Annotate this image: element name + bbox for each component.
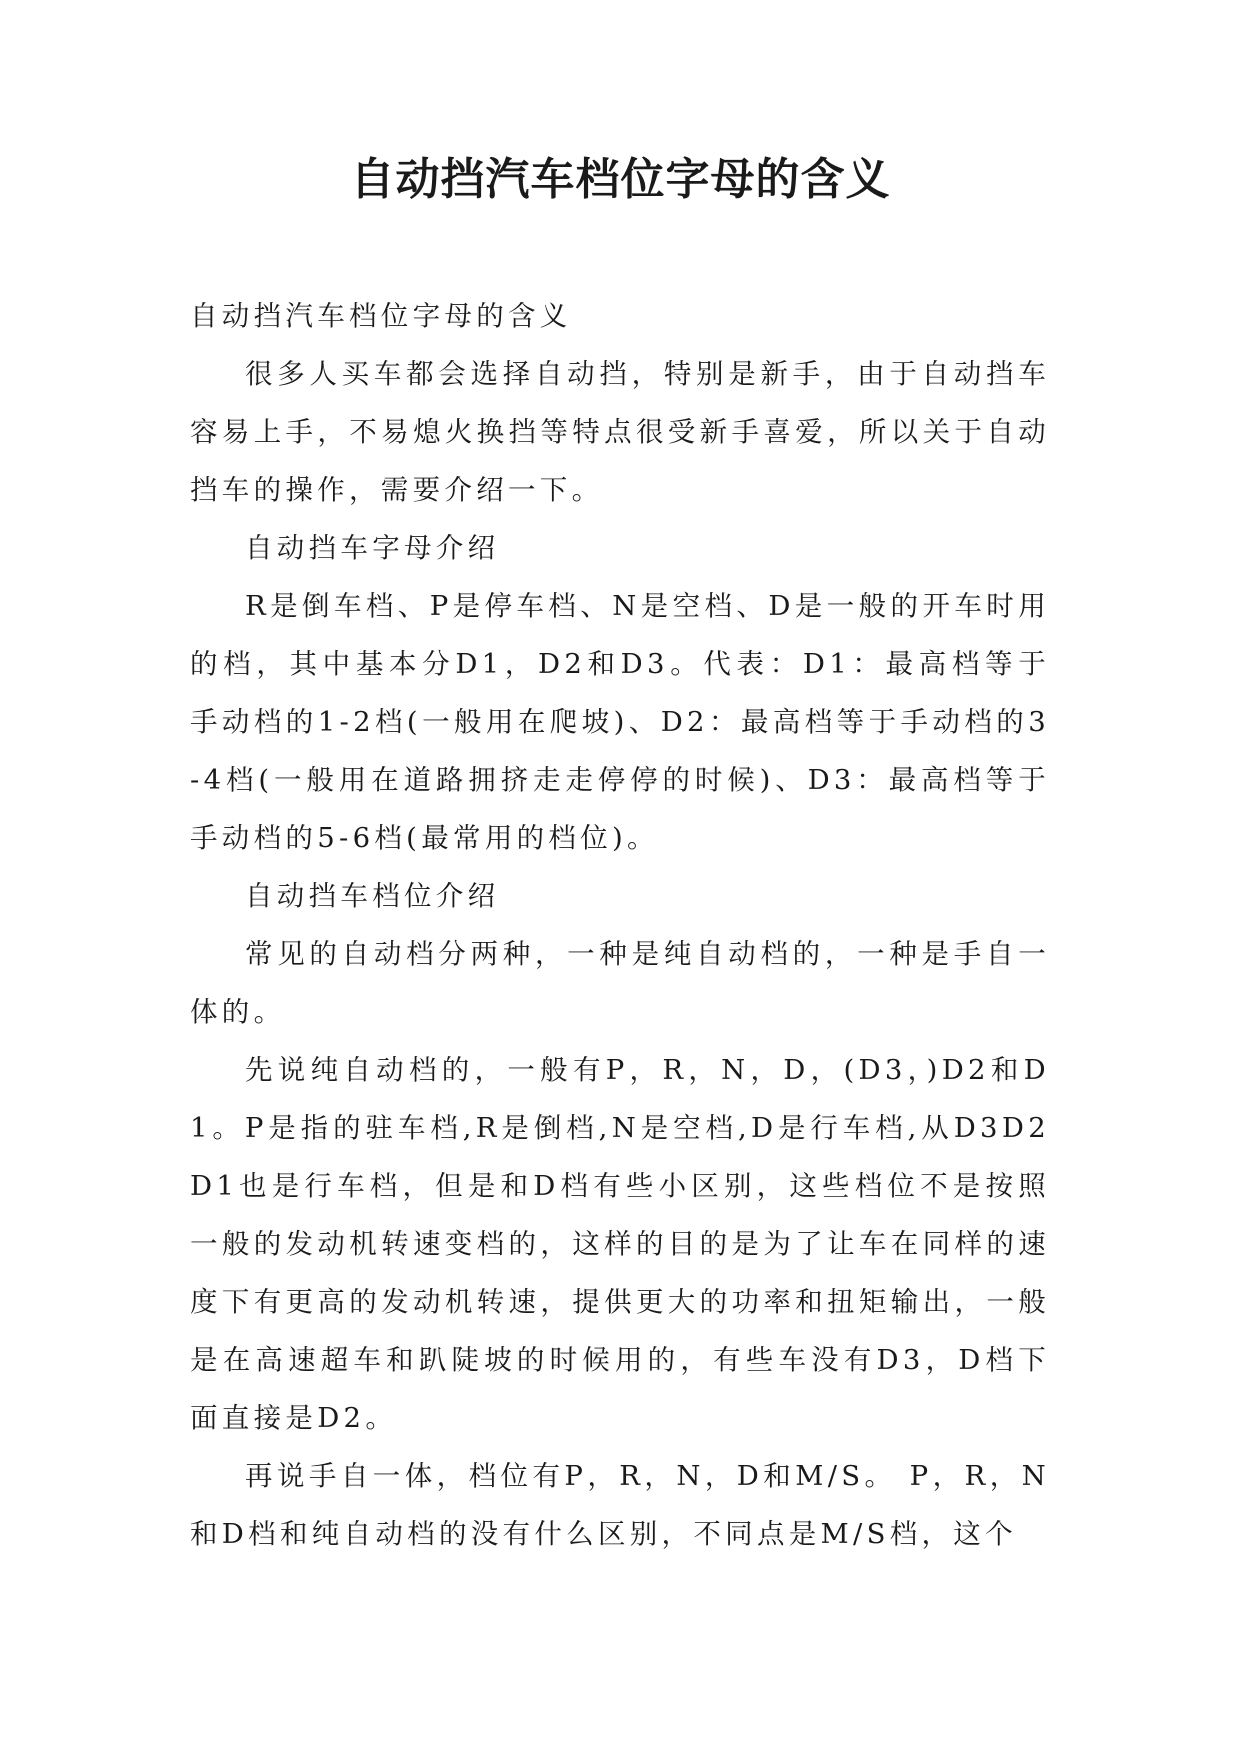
paragraph-pure-auto: 先说纯自动档的，一般有P，R，N，D，(D3，)D2和D1。P是指的驻车档,R是倒档,N是空档,D是行车档,从D3D2D1也是行车档，但是和D档有些小区别，这些档位不是按照一般的发动机转速变档的，这样的目的是为了让车在同样的速度下有更高的发动机转速，提供更大的功率和扭矩输出，一般是在高速超车和趴陡坡的时候用的，有些车没有D3，D档下面直接是D2。 xyxy=(190,1054,1050,1434)
document-body xyxy=(190,287,1050,1563)
document-title: 自动挡汽车档位字母的含义 xyxy=(350,154,891,205)
paragraph-intro: 很多人买车都会选择自动挡，特别是新手，由于自动挡车容易上手，不易熄火换挡等特点很受新手喜爱，所以关于自动挡车的操作，需要介绍一下。 xyxy=(190,358,1050,506)
paragraph-manumatic: 再说手自一体，档位有P，R，N，D和M/S。 P，R，N和D档和纯自动档的没有什么区别，不同点是M/S档，这个 xyxy=(190,1460,1050,1550)
section-heading-letters: 自动挡车字母介绍 xyxy=(245,532,500,564)
paragraph-letters: R是倒车档、P是停车档、N是空档、D是一般的开车时用的档，其中基本分D1，D2和D3。代表：D1：最高档等于手动档的1-2档(一般用在爬坡)、D2：最高档等于手动档的3-4档(一般用在道路拥挤走走停停的时候)、D3：最高档等于手动档的5-6档(最常用的档位)。 xyxy=(190,590,1050,854)
paragraph-types: 常见的自动档分两种，一种是纯自动档的，一种是手自一体的。 xyxy=(190,938,1050,1028)
section-heading-gears: 自动挡车档位介绍 xyxy=(245,880,500,912)
paragraph-subtitle: 自动挡汽车档位字母的含义 xyxy=(190,300,572,332)
